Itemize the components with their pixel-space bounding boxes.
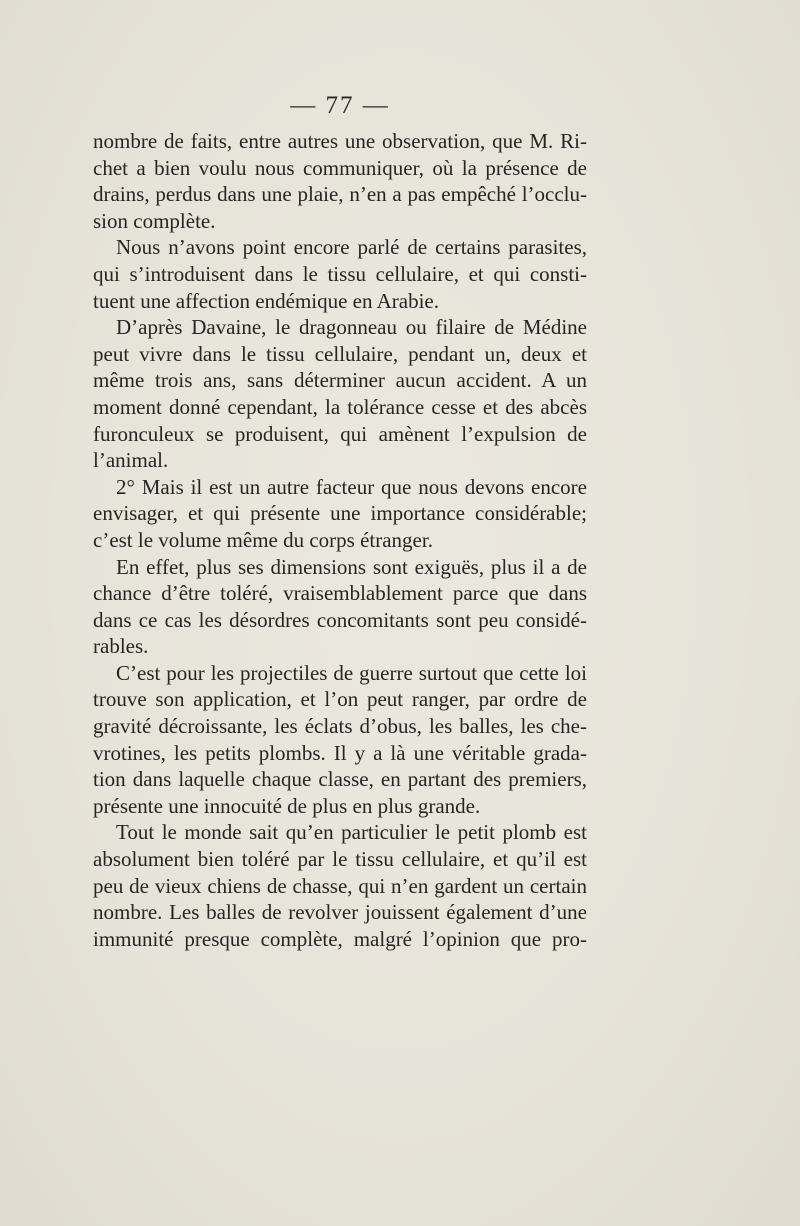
text-line: envisager, et qui présente une importance considérable;	[93, 501, 587, 526]
text-line: nombre de faits, entre autres une observation, que M. Ri-	[93, 129, 587, 153]
text-line: furonculeux se produisent, qui amènent l’expulsion de	[93, 421, 587, 446]
text-line: dans ce cas les désordres concomitants sont peu considé-	[93, 607, 587, 632]
page-number: — 77 —	[290, 92, 390, 119]
text-line: présente une innocuité de plus en plus grande.	[93, 793, 481, 818]
text-line: absolument bien toléré par le tissu cellulaire, et qu’il est	[93, 847, 587, 872]
text-line: qui s’introduisent dans le tissu cellulaire, et qui consti-	[93, 261, 587, 286]
text-line: gravité décroissante, les éclats d’obus, les balles, les che-	[93, 714, 587, 739]
text-line: même trois ans, sans déterminer aucun accident. A un	[93, 368, 587, 393]
text-line: chet a bien voulu nous communiquer, où la présence de	[93, 155, 587, 180]
text-line: trouve son application, et l’on peut ranger, par ordre de	[93, 687, 587, 712]
text-line: tuent une affection endémique en Arabie.	[93, 288, 439, 313]
text-line: En effet, plus ses dimensions sont exiguës, plus il a de	[116, 554, 587, 579]
text-line: chance d’être toléré, vraisemblablement parce que dans	[93, 581, 587, 606]
text-line: tion dans laquelle chaque classe, en partant des premiers,	[93, 767, 587, 792]
text-line: vrotines, les petits plombs. Il y a là une véritable grada-	[93, 740, 587, 765]
text-line: Nous n’avons point encore parlé de certains parasites,	[116, 235, 587, 260]
text-line: peut vivre dans le tissu cellulaire, pendant un, deux et	[93, 341, 587, 366]
text-line: l’animal.	[93, 448, 169, 473]
text-line: c’est le volume même du corps étranger.	[93, 527, 433, 552]
text-line: rables.	[93, 634, 149, 659]
text-line: C’est pour les projectiles de guerre surtout que cette loi	[116, 660, 587, 685]
body-text	[93, 128, 587, 952]
text-line: immunité presque complète, malgré l’opinion que pro-	[93, 926, 587, 951]
text-line: moment donné cependant, la tolérance cesse et des abcès	[93, 394, 587, 419]
text-line: Tout le monde sait qu’en particulier le petit plomb est	[116, 820, 587, 845]
text-line: D’après Davaine, le dragonneau ou filaire de Médine	[116, 315, 587, 340]
text-line: peu de vieux chiens de chasse, qui n’en gardent un certain	[93, 873, 587, 898]
text-line: nombre. Les balles de revolver jouissent également d’une	[93, 900, 587, 925]
text-line: drains, perdus dans une plaie, n’en a pas empêché l’occlu-	[93, 182, 587, 207]
text-line: 2° Mais il est un autre facteur que nous devons encore	[116, 474, 587, 499]
text-line: sion complète.	[93, 208, 216, 233]
